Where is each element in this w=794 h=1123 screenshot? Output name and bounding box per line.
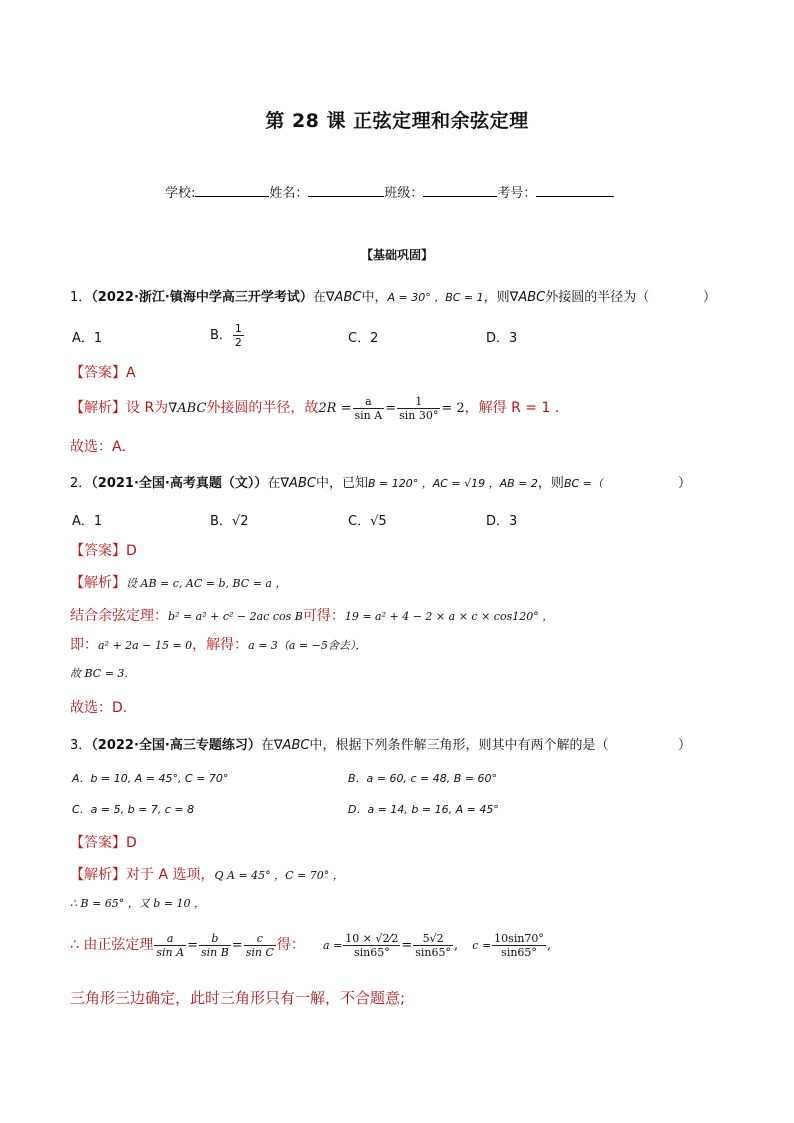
q2-option-d[interactable]: D．3: [486, 514, 518, 529]
q3-analysis-line-1: [70, 864, 344, 884]
analysis-math: a =: [323, 939, 343, 952]
fraction: [154, 932, 186, 959]
question-source: （2021·全国·高考真题（文））: [91, 476, 268, 491]
equation-part: = 2: [441, 401, 465, 416]
option-letter: B．: [210, 328, 232, 343]
analysis-math: b² = a² + c² − 2ac cos B: [168, 610, 303, 623]
question-number: 2．: [70, 476, 92, 491]
analysis-text: 外接圆的半径，故: [206, 400, 319, 416]
numerator: a: [353, 395, 385, 409]
stem-text: 中，: [361, 290, 388, 305]
answer-tag: 【答案】: [70, 543, 126, 559]
q2-analysis-line-4: [70, 665, 128, 681]
q3-option-d[interactable]: [348, 801, 499, 817]
analysis-text: 设 R为: [126, 400, 169, 416]
stem-text: 中，已知: [315, 476, 368, 491]
denominator: sin A: [156, 946, 185, 959]
name-label: 姓名：: [269, 186, 309, 201]
q1-option-d[interactable]: D．3: [486, 331, 518, 346]
condition: A = 30° ，BC = 1: [387, 291, 484, 304]
stem-text: 在: [312, 290, 326, 305]
stem-text: ，则: [537, 476, 564, 491]
page-title: 第 28 课 正弦定理和余弦定理: [265, 110, 529, 132]
analysis-math: 19 = a² + 4 − 2 × a × c × cos120° ，: [344, 610, 554, 623]
q1-choose: 故选：A．: [70, 439, 136, 455]
fraction: [199, 932, 231, 959]
student-info-line: [165, 182, 614, 201]
q2-answer: [70, 540, 137, 560]
q2-analysis-line-2: [70, 605, 553, 625]
analysis-tag: 【解析】: [70, 575, 126, 591]
q3-analysis-line-4: 三角形三边确定，此时三角形只有一解，不合题意;: [70, 989, 406, 1007]
answer-value: D: [126, 835, 137, 851]
question-1-stem: [70, 286, 649, 305]
triangle-symbol: ∇ABC: [168, 401, 207, 416]
analysis-tag: 【解析】: [70, 867, 126, 883]
denominator: sin 30°: [399, 409, 439, 422]
section-heading: 【基础巩固】: [360, 248, 433, 262]
q2-analysis-line-1: [70, 572, 286, 592]
answer-value: D: [126, 543, 137, 559]
numerator: c: [244, 932, 276, 946]
analysis-math: 故 BC = 3.: [70, 667, 128, 680]
q3-option-a[interactable]: [72, 770, 228, 786]
question-3-close-paren: ）: [678, 738, 692, 753]
numerator: a: [154, 932, 186, 946]
question-3-stem: [70, 734, 608, 753]
analysis-text: 得：: [276, 937, 305, 953]
triangle-symbol: ∇ABC: [273, 738, 310, 753]
question-number: 1．: [70, 290, 92, 305]
fraction: [492, 932, 546, 959]
q2-option-a[interactable]: A．1: [72, 514, 103, 529]
exam-no-blank[interactable]: [536, 184, 614, 197]
q1-option-c[interactable]: C．2: [348, 331, 379, 346]
q1-analysis: [70, 395, 559, 422]
q1-option-b[interactable]: [210, 322, 245, 349]
analysis-math: c =: [472, 939, 492, 952]
analysis-text: 对于 A 选项，: [126, 867, 215, 883]
class-blank[interactable]: [423, 184, 497, 197]
analysis-text: ∴ 由正弦定理: [70, 937, 154, 953]
school-blank[interactable]: [195, 184, 269, 197]
analysis-text: 可得：: [302, 608, 345, 624]
fraction: [353, 395, 385, 422]
analysis-text: 结合余弦定理：: [70, 608, 168, 624]
stem-text: 在: [260, 738, 274, 753]
option-text: A．b = 10, A = 45°, C = 70°: [72, 772, 229, 785]
answer-value: A: [126, 365, 136, 381]
fraction: [413, 932, 453, 959]
denominator: sin65°: [353, 946, 390, 959]
denominator: sin65°: [415, 946, 452, 959]
denominator: 2: [234, 336, 242, 349]
q1-answer: [70, 362, 136, 382]
denominator: sin A: [354, 409, 383, 422]
option-text: B．a = 60, c = 48, B = 60°: [348, 772, 497, 785]
class-label: 班级：: [384, 186, 424, 201]
fraction: [244, 932, 276, 959]
name-blank[interactable]: [308, 184, 384, 197]
analysis-math: Q A = 45° ，C = 70° ，: [214, 869, 344, 882]
triangle-symbol: ∇ABC: [509, 290, 546, 305]
analysis-math: 设 AB = c, AC = b, BC = a ，: [126, 577, 287, 590]
stem-text: 外接圆的半径为（: [545, 290, 650, 305]
equation-part: =: [385, 401, 397, 416]
q2-choose: 故选：D.: [70, 700, 128, 716]
numerator: 10 × √2⁄2: [345, 932, 399, 945]
q2-analysis-line-3: [70, 634, 366, 654]
option-text: C．a = 5, b = 7, c = 8: [72, 803, 195, 816]
question-ask: BC =（: [563, 477, 603, 490]
numerator: 10sin70°: [494, 932, 544, 945]
question-2-stem: [70, 472, 603, 491]
q3-option-b[interactable]: [348, 770, 497, 786]
analysis-math: a² + 2a − 15 = 0: [98, 639, 193, 652]
numerator: 5√2: [413, 932, 453, 946]
answer-tag: 【答案】: [70, 365, 126, 381]
question-source: （2022·浙江·镇海中学高三开学考试）: [91, 290, 313, 305]
numerator: 1: [234, 322, 242, 335]
equation-part: 2R =: [318, 401, 352, 416]
condition: B = 120° ，AC = √19 ，AB = 2: [367, 477, 538, 490]
q3-analysis-line-3: ∴ 由正弦定理 $\frac{a}{\text{sin A}}$ = $\frac{b}{\text{sin B}}$ = $\frac{c}{\text{sin C}}$ 得： a = $\frac{10 \times √2⁄2}{\sin 65^\circ}$ = $\frac{5√2}{\sin 65^\circ}$ , c = $\frac{10\sin 70^\circ}{\sin 65^\circ}$ ,: [70, 932, 552, 959]
option-text: D．a = 14, b = 16, A = 45°: [348, 803, 499, 816]
q2-option-b[interactable]: B．√2: [210, 514, 249, 529]
triangle-symbol: ∇ABC: [280, 476, 316, 491]
question-1-close-paren: ）: [703, 290, 717, 305]
analysis-text: 即：: [70, 637, 98, 653]
triangle-symbol: ∇ABC: [325, 290, 362, 305]
stem-text: 中，根据下列条件解三角形，则其中有两个解的是（: [309, 738, 609, 753]
question-source: （2022·全国·高三专题练习）: [91, 738, 261, 753]
denominator: sin65°: [501, 946, 537, 959]
stem-text: ，则: [483, 290, 510, 305]
fraction: [233, 322, 244, 349]
school-label: 学校:: [165, 186, 196, 201]
analysis-math: a = 3（a = −5舍去），: [248, 639, 367, 652]
numerator: 1: [397, 395, 440, 409]
fraction: [397, 395, 440, 422]
stem-text: 在: [267, 476, 281, 491]
analysis-text: ，解得：: [192, 637, 249, 653]
analysis-tag: 【解析】: [70, 400, 126, 416]
numerator: b: [199, 932, 231, 946]
analysis-math: ∴ B = 65° ，又 b = 10 ，: [70, 897, 206, 910]
q2-option-c[interactable]: C．√5: [348, 514, 387, 529]
question-number: 3．: [70, 738, 92, 753]
q3-option-c[interactable]: [72, 801, 194, 817]
fraction: [343, 932, 400, 959]
answer-tag: 【答案】: [70, 835, 126, 851]
q3-analysis-line-2: [70, 895, 205, 911]
q3-answer: [70, 832, 137, 852]
q1-option-a[interactable]: A．1: [72, 331, 103, 346]
question-2-close-paren: ）: [678, 476, 692, 491]
exam-no-label: 考号：: [497, 186, 537, 201]
analysis-text: ，解得 R = 1 .: [464, 400, 560, 416]
denominator: sin B: [200, 946, 229, 959]
denominator: sin C: [245, 946, 274, 959]
